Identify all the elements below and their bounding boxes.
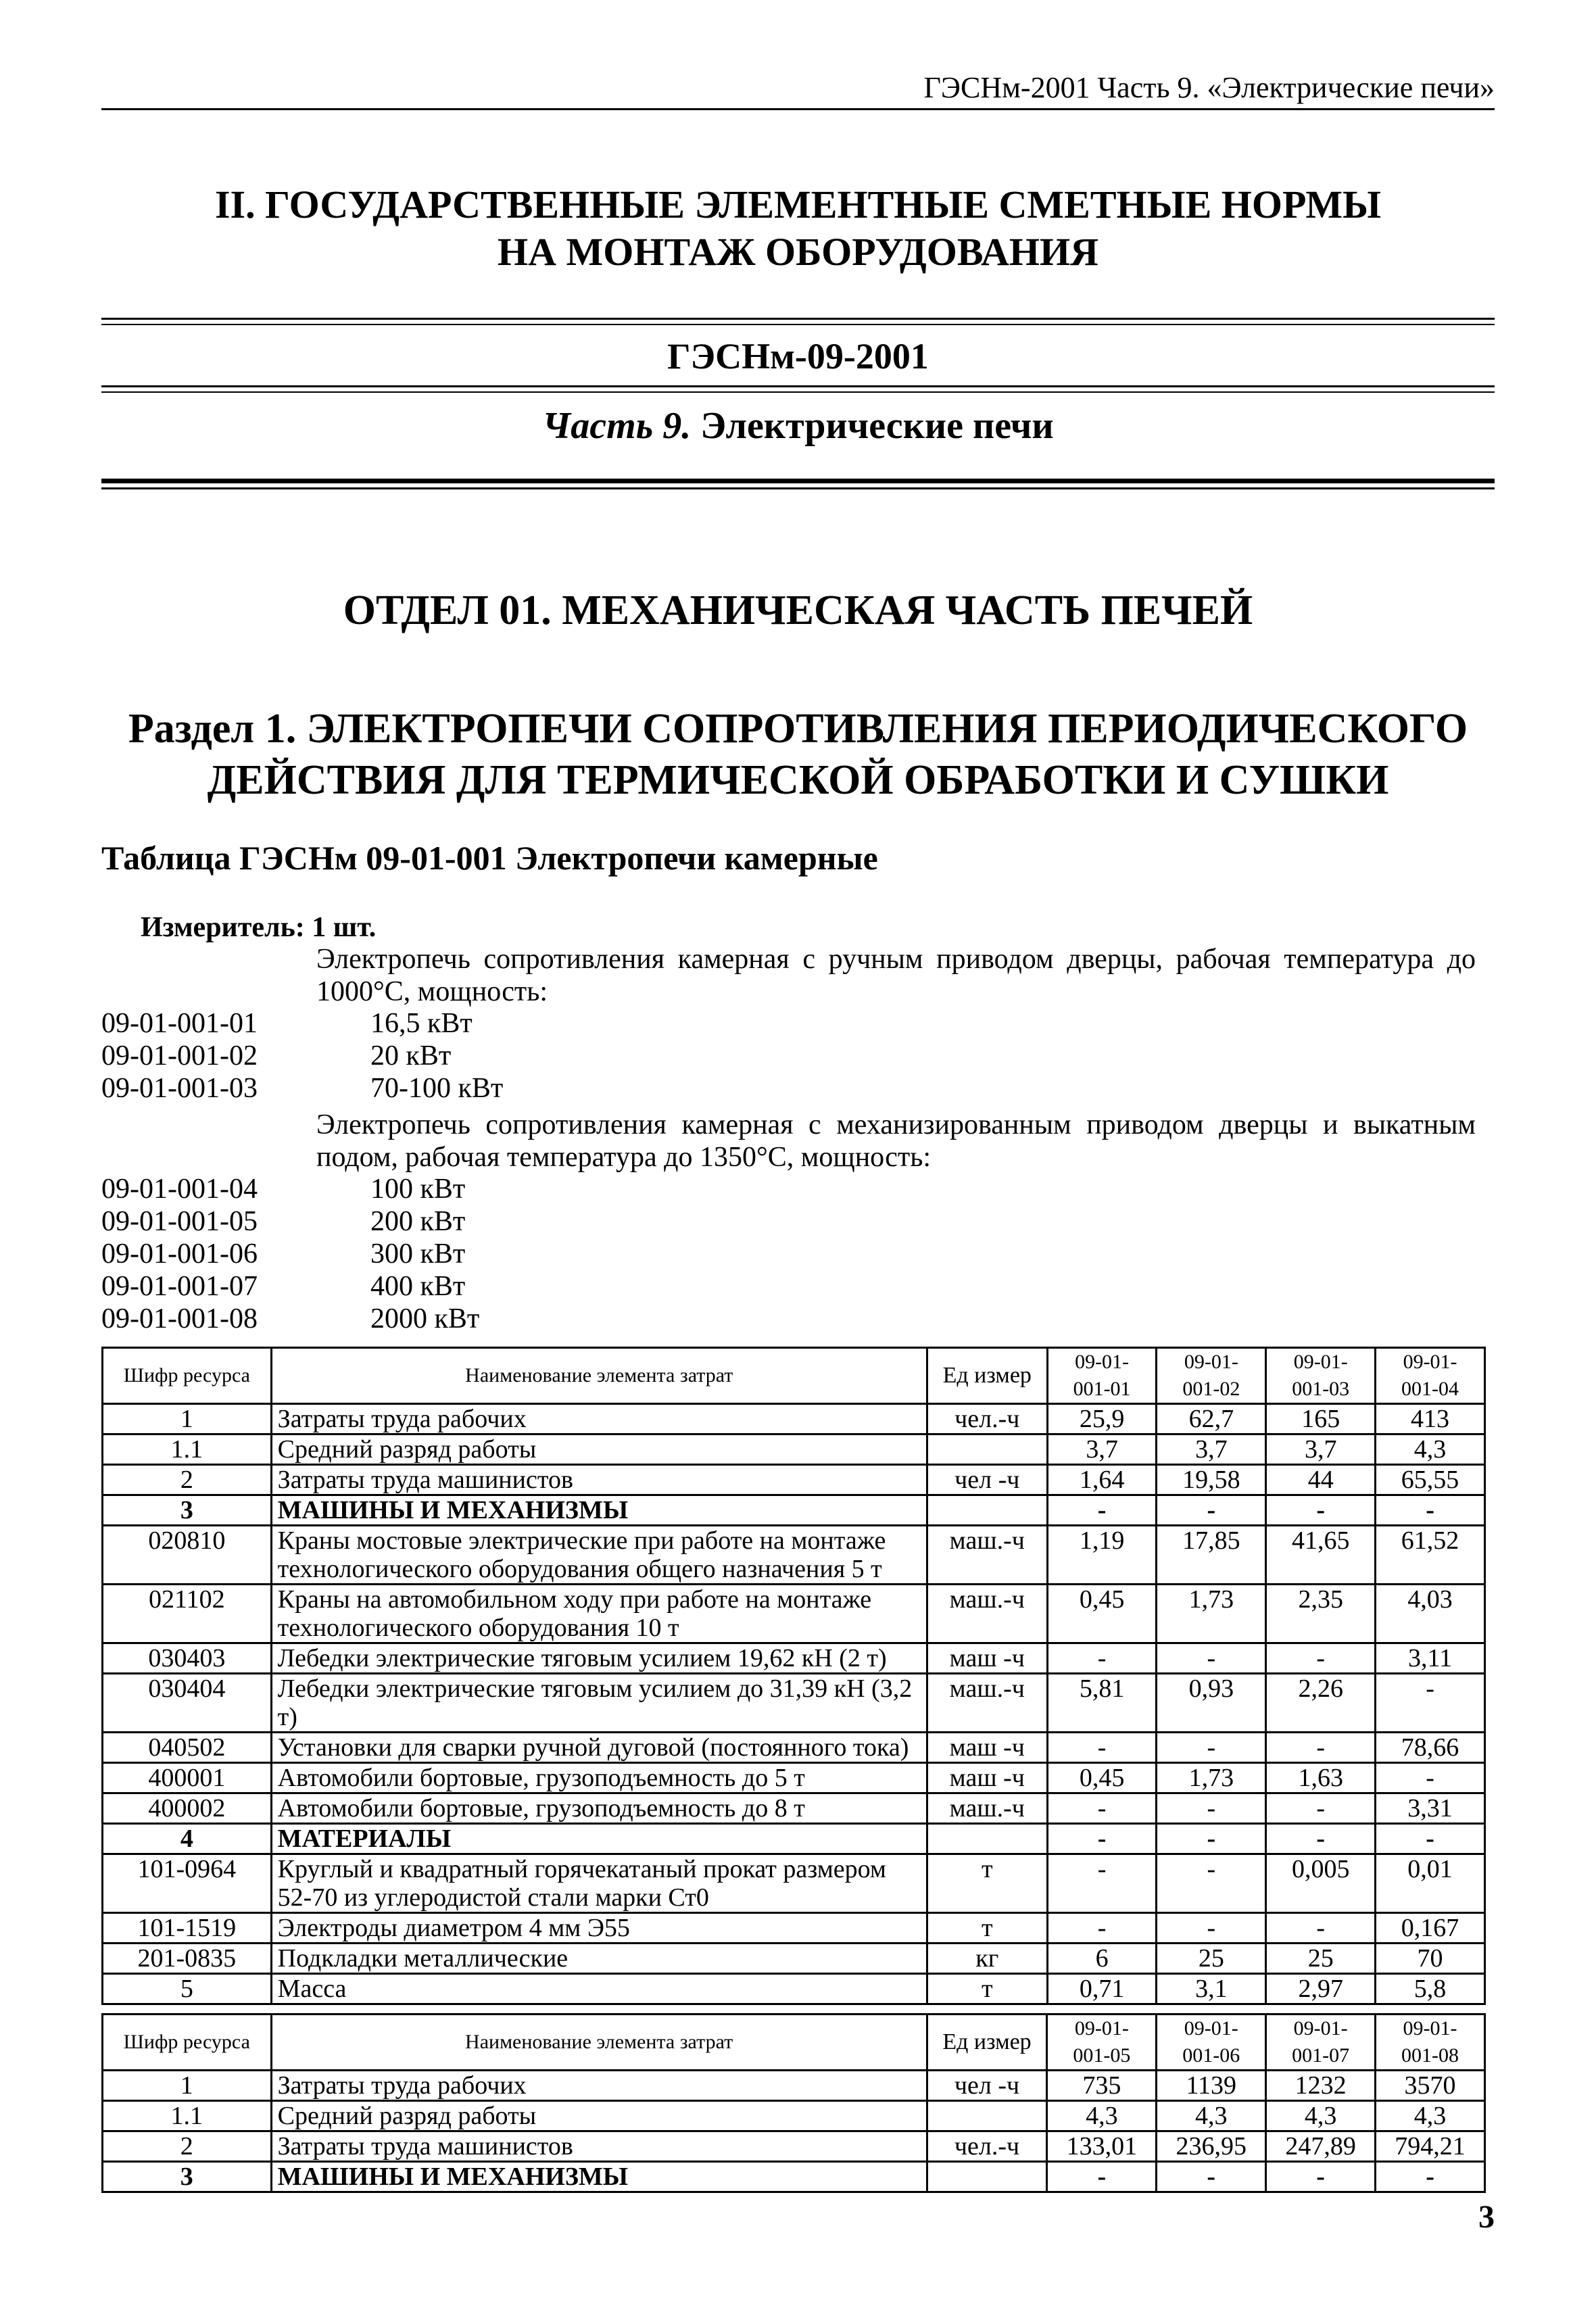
cell-value: 0,71 (1047, 1974, 1157, 2004)
group2-list (101, 1173, 479, 1335)
cell-value: 25,9 (1047, 1404, 1157, 1434)
cell-unit: чел.-ч (927, 1404, 1047, 1434)
norm-item-code: 09-01-001-08 (101, 1303, 258, 1334)
header-norm-col: 09-01- 001-06 (1157, 2015, 1266, 2071)
table-row (103, 2071, 1485, 2101)
header-unit: Ед измер (927, 2015, 1047, 2071)
norm-item-value: 2000 кВт (370, 1303, 480, 1334)
cell-name: Лебедки электрические тяговым усилием до 31,39 кН (3,2 т) (271, 1674, 927, 1733)
list-item (101, 1007, 503, 1040)
norm-item-code: 09-01-001-06 (101, 1238, 258, 1270)
cell-name: Средний разряд работы (271, 1434, 927, 1465)
cell-value: - (1266, 1793, 1376, 1824)
norm-item-code: 09-01-001-01 (101, 1008, 258, 1039)
cell-value: - (1157, 1793, 1266, 1824)
cell-value: - (1157, 1643, 1266, 1674)
cell-value: 25 (1266, 1944, 1376, 1974)
cell-value: 5,8 (1376, 1974, 1485, 2004)
cell-value: 247,89 (1266, 2131, 1376, 2162)
cell-unit: маш.-ч (927, 1674, 1047, 1733)
cell-value: - (1266, 1733, 1376, 1763)
table-header-row (103, 1348, 1485, 1404)
norm-item-code: 09-01-001-03 (101, 1073, 258, 1104)
part-number: Часть 9. (542, 405, 692, 447)
norm-code: ГЭСНм-09-2001 (667, 336, 929, 377)
cell-code: 4 (103, 1824, 272, 1854)
cell-value: 17,85 (1157, 1526, 1266, 1585)
cell-code: 020810 (103, 1526, 272, 1585)
table-row (103, 1763, 1485, 1793)
cell-value: - (1047, 1913, 1157, 1944)
cell-value: - (1266, 1495, 1376, 1526)
table-row (103, 2131, 1485, 2162)
header-norm-col: 09-01- 001-08 (1376, 2015, 1485, 2071)
section-title (101, 703, 1495, 806)
norm-item-code: 09-01-001-02 (101, 1040, 258, 1071)
divider-middle (101, 385, 1495, 393)
cell-name: Установки для сварки ручной дуговой (постоянного тока) (271, 1733, 927, 1763)
measure-label: Измеритель: (141, 912, 305, 943)
cell-name: Электроды диаметром 4 мм Э55 (271, 1913, 927, 1944)
cell-unit (927, 2101, 1047, 2131)
cell-value: 4,3 (1157, 2101, 1266, 2131)
cell-code: 021102 (103, 1585, 272, 1643)
table-title: Таблица ГЭСНм 09-01-001 Электропечи камерные (101, 839, 878, 877)
cell-name: Затраты труда рабочих (271, 1404, 927, 1434)
cell-unit (927, 1434, 1047, 1465)
cell-code: 1 (103, 1404, 272, 1434)
list-item (101, 1072, 503, 1105)
table-row (103, 1465, 1485, 1495)
cell-code: 201-0835 (103, 1944, 272, 1974)
cell-value: - (1047, 1643, 1157, 1674)
table-row (103, 1944, 1485, 1974)
list-item (101, 1238, 479, 1270)
cell-value: 3,7 (1157, 1434, 1266, 1465)
header-name: Наименование элемента затрат (271, 1348, 927, 1404)
cell-value: 2,97 (1266, 1974, 1376, 2004)
main-title-line-1: II. ГОСУДАРСТВЕННЫЕ ЭЛЕМЕНТНЫЕ СМЕТНЫЕ НОРМЫ (214, 183, 1382, 226)
cell-value: 1139 (1157, 2071, 1266, 2101)
running-header: ГЭСНм-2001 Часть 9. «Электрические печи» (923, 71, 1495, 104)
norm-item-code: 09-01-001-07 (101, 1271, 258, 1302)
cell-value: - (1266, 1824, 1376, 1854)
cell-value: - (1376, 1824, 1485, 1854)
cell-unit (927, 2162, 1047, 2192)
cell-value: 4,3 (1376, 1434, 1485, 1465)
cell-name: Затраты труда машинистов (271, 2131, 927, 2162)
cell-name: МАШИНЫ И МЕХАНИЗМЫ (271, 2162, 927, 2192)
header-norm-col: 09-01- 001-01 (1047, 1348, 1157, 1404)
department-title: ОТДЕЛ 01. МЕХАНИЧЕСКАЯ ЧАСТЬ ПЕЧЕЙ (343, 587, 1253, 633)
cell-code: 1.1 (103, 2101, 272, 2131)
norm-item-value: 400 кВт (370, 1271, 466, 1302)
table-row (103, 1674, 1485, 1733)
divider-top (101, 318, 1495, 325)
table-row (103, 1854, 1485, 1913)
cell-value: 3,31 (1376, 1793, 1485, 1824)
cell-value: 794,21 (1376, 2131, 1485, 2162)
header-name: Наименование элемента затрат (271, 2015, 927, 2071)
table-row (103, 2101, 1485, 2131)
cell-value: 0,93 (1157, 1674, 1266, 1733)
cell-unit (927, 1824, 1047, 1854)
cell-code: 3 (103, 1495, 272, 1526)
cell-value: - (1157, 2162, 1266, 2192)
cell-code: 5 (103, 1974, 272, 2004)
cell-value: - (1266, 2162, 1376, 2192)
norm-item-code: 09-01-001-05 (101, 1206, 258, 1237)
cell-name: Краны на автомобильном ходу при работе на монтаже технологического оборудования 10 т (271, 1585, 927, 1643)
cell-unit: чел.-ч (927, 2131, 1047, 2162)
cell-name: Круглый и квадратный горячекатаный прокат размером 52-70 из углеродистой стали марки Ст0 (271, 1854, 927, 1913)
cell-value: - (1157, 1854, 1266, 1913)
table-row (103, 1526, 1485, 1585)
main-title (101, 181, 1495, 276)
cell-unit: маш -ч (927, 1733, 1047, 1763)
resource-table-2 (101, 2013, 1486, 2193)
cell-name: Затраты труда рабочих (271, 2071, 927, 2101)
cell-value: 6 (1047, 1944, 1157, 1974)
cell-value: 4,3 (1376, 2101, 1485, 2131)
cell-value: 2,26 (1266, 1674, 1376, 1733)
cell-code: 1 (103, 2071, 272, 2101)
cell-value: - (1157, 1733, 1266, 1763)
cell-value: - (1047, 1793, 1157, 1824)
list-item (101, 1303, 479, 1335)
cell-unit: маш.-ч (927, 1526, 1047, 1585)
cell-value: 4,3 (1047, 2101, 1157, 2131)
cell-value: - (1047, 1495, 1157, 1526)
cell-unit: т (927, 1854, 1047, 1913)
cell-unit: маш -ч (927, 1763, 1047, 1793)
cell-value: 5,81 (1047, 1674, 1157, 1733)
group1-list (101, 1007, 503, 1105)
cell-value: 25 (1157, 1944, 1266, 1974)
cell-value: - (1376, 1495, 1485, 1526)
section-title-line-2: ДЕЙСТВИЯ ДЛЯ ТЕРМИЧЕСКОЙ ОБРАБОТКИ И СУШКИ (207, 757, 1389, 803)
cell-name: Средний разряд работы (271, 2101, 927, 2131)
page-number: 3 (1478, 2199, 1495, 2235)
cell-name: Масса (271, 1974, 927, 2004)
list-item (101, 1040, 503, 1072)
cell-value: 65,55 (1376, 1465, 1485, 1495)
cell-unit: маш.-ч (927, 1585, 1047, 1643)
cell-value: 4,03 (1376, 1585, 1485, 1643)
cell-code: 030403 (103, 1643, 272, 1674)
cell-value: 19,58 (1157, 1465, 1266, 1495)
cell-value: 2,35 (1266, 1585, 1376, 1643)
table-row (103, 1913, 1485, 1944)
cell-unit: кг (927, 1944, 1047, 1974)
table-row (103, 1733, 1485, 1763)
cell-value: 1,73 (1157, 1763, 1266, 1793)
norm-item-value: 20 кВт (370, 1040, 452, 1071)
cell-value: 62,7 (1157, 1404, 1266, 1434)
cell-code: 101-1519 (103, 1913, 272, 1944)
header-norm-col: 09-01- 001-02 (1157, 1348, 1266, 1404)
cell-name: Краны мостовые электрические при работе на монтаже технологического оборудования общего назначения 5 т (271, 1526, 927, 1585)
table-row (103, 1824, 1485, 1854)
cell-value: 1232 (1266, 2071, 1376, 2101)
cell-unit: т (927, 1974, 1047, 2004)
cell-value: 61,52 (1376, 1526, 1485, 1585)
cell-value: 3,7 (1047, 1434, 1157, 1465)
list-item (101, 1173, 479, 1205)
list-item (101, 1205, 479, 1238)
header-rule (101, 108, 1495, 110)
table-row (103, 2162, 1485, 2192)
measure-value: 1 шт. (312, 912, 377, 943)
list-item (101, 1270, 479, 1303)
header-code: Шифр ресурса (103, 1348, 272, 1404)
table-row (103, 1434, 1485, 1465)
cell-value: 1,63 (1266, 1763, 1376, 1793)
cell-code: 030404 (103, 1674, 272, 1733)
cell-value: 4,3 (1266, 2101, 1376, 2131)
cell-value: - (1266, 1643, 1376, 1674)
norm-item-value: 16,5 кВт (370, 1008, 473, 1039)
cell-value: 0,45 (1047, 1585, 1157, 1643)
cell-code: 3 (103, 2162, 272, 2192)
cell-value: - (1047, 1854, 1157, 1913)
cell-value: - (1376, 1674, 1485, 1733)
divider-bottom (101, 479, 1495, 489)
group2-description: Электропечь сопротивления камерная с механизированным приводом дверцы и выкатным подом, рабочая температура до 1350°С, мощность: (316, 1109, 1476, 1173)
cell-name: МАТЕРИАЛЫ (271, 1824, 927, 1854)
cell-unit (927, 1495, 1047, 1526)
main-title-line-2: НА МОНТАЖ ОБОРУДОВАНИЯ (498, 230, 1098, 274)
cell-value: 3570 (1376, 2071, 1485, 2101)
cell-unit: маш.-ч (927, 1793, 1047, 1824)
cell-value: - (1047, 1824, 1157, 1854)
cell-value: 3,1 (1157, 1974, 1266, 2004)
table-header-row (103, 2015, 1485, 2071)
norm-item-code: 09-01-001-04 (101, 1174, 258, 1205)
cell-value: 0,01 (1376, 1854, 1485, 1913)
cell-value: 3,7 (1266, 1434, 1376, 1465)
measure-unit (141, 911, 376, 944)
table-row (103, 1793, 1485, 1824)
table-row (103, 1585, 1485, 1643)
cell-value: 413 (1376, 1404, 1485, 1434)
header-unit: Ед измер (927, 1348, 1047, 1404)
cell-unit: т (927, 1913, 1047, 1944)
group1-description: Электропечь сопротивления камерная с ручным приводом дверцы, рабочая температура до 1000°С, мощность: (316, 944, 1476, 1007)
cell-code: 040502 (103, 1733, 272, 1763)
header-code: Шифр ресурса (103, 2015, 272, 2071)
cell-value: - (1157, 1913, 1266, 1944)
cell-value: 133,01 (1047, 2131, 1157, 2162)
cell-value: 0,45 (1047, 1763, 1157, 1793)
cell-value: 0,005 (1266, 1854, 1376, 1913)
cell-value: - (1376, 1763, 1485, 1793)
cell-value: 1,73 (1157, 1585, 1266, 1643)
header-norm-col: 09-01- 001-03 (1266, 1348, 1376, 1404)
cell-value: 236,95 (1157, 2131, 1266, 2162)
cell-value: 1,64 (1047, 1465, 1157, 1495)
cell-value: 44 (1266, 1465, 1376, 1495)
cell-code: 101-0964 (103, 1854, 272, 1913)
part-title (101, 404, 1495, 448)
cell-unit: чел -ч (927, 2071, 1047, 2101)
cell-value: - (1266, 1913, 1376, 1944)
cell-value: 3,11 (1376, 1643, 1485, 1674)
norm-item-value: 300 кВт (370, 1238, 466, 1270)
resource-table-1 (101, 1347, 1486, 2005)
cell-code: 400002 (103, 1793, 272, 1824)
table-row (103, 1495, 1485, 1526)
norm-item-value: 100 кВт (370, 1174, 466, 1205)
cell-value: - (1047, 1733, 1157, 1763)
header-norm-col: 09-01- 001-07 (1266, 2015, 1376, 2071)
table-row (103, 1404, 1485, 1434)
cell-unit: чел -ч (927, 1465, 1047, 1495)
cell-name: Автомобили бортовые, грузоподъемность до 8 т (271, 1793, 927, 1824)
part-name: Электрические печи (700, 405, 1054, 447)
cell-value: 78,66 (1376, 1733, 1485, 1763)
cell-code: 1.1 (103, 1434, 272, 1465)
norm-item-value: 200 кВт (370, 1206, 466, 1237)
cell-value: - (1157, 1824, 1266, 1854)
section-title-line-1: Раздел 1. ЭЛЕКТРОПЕЧИ СОПРОТИВЛЕНИЯ ПЕРИОДИЧЕСКОГО (128, 706, 1468, 752)
header-norm-col: 09-01- 001-04 (1376, 1348, 1485, 1404)
cell-value: 41,65 (1266, 1526, 1376, 1585)
cell-name: Подкладки металлические (271, 1944, 927, 1974)
cell-value: 70 (1376, 1944, 1485, 1974)
cell-value: - (1376, 2162, 1485, 2192)
cell-name: Затраты труда машинистов (271, 1465, 927, 1495)
cell-name: Лебедки электрические тяговым усилием 19,62 кН (2 т) (271, 1643, 927, 1674)
cell-code: 2 (103, 2131, 272, 2162)
cell-name: Автомобили бортовые, грузоподъемность до 5 т (271, 1763, 927, 1793)
cell-value: 735 (1047, 2071, 1157, 2101)
cell-code: 2 (103, 1465, 272, 1495)
table-row (103, 1974, 1485, 2004)
cell-unit: маш -ч (927, 1643, 1047, 1674)
cell-value: 165 (1266, 1404, 1376, 1434)
cell-value: - (1047, 2162, 1157, 2192)
cell-code: 400001 (103, 1763, 272, 1793)
cell-value: 0,167 (1376, 1913, 1485, 1944)
table-row (103, 1643, 1485, 1674)
norm-item-value: 70-100 кВт (370, 1073, 504, 1104)
cell-name: МАШИНЫ И МЕХАНИЗМЫ (271, 1495, 927, 1526)
cell-value: 1,19 (1047, 1526, 1157, 1585)
header-norm-col: 09-01- 001-05 (1047, 2015, 1157, 2071)
cell-value: - (1157, 1495, 1266, 1526)
